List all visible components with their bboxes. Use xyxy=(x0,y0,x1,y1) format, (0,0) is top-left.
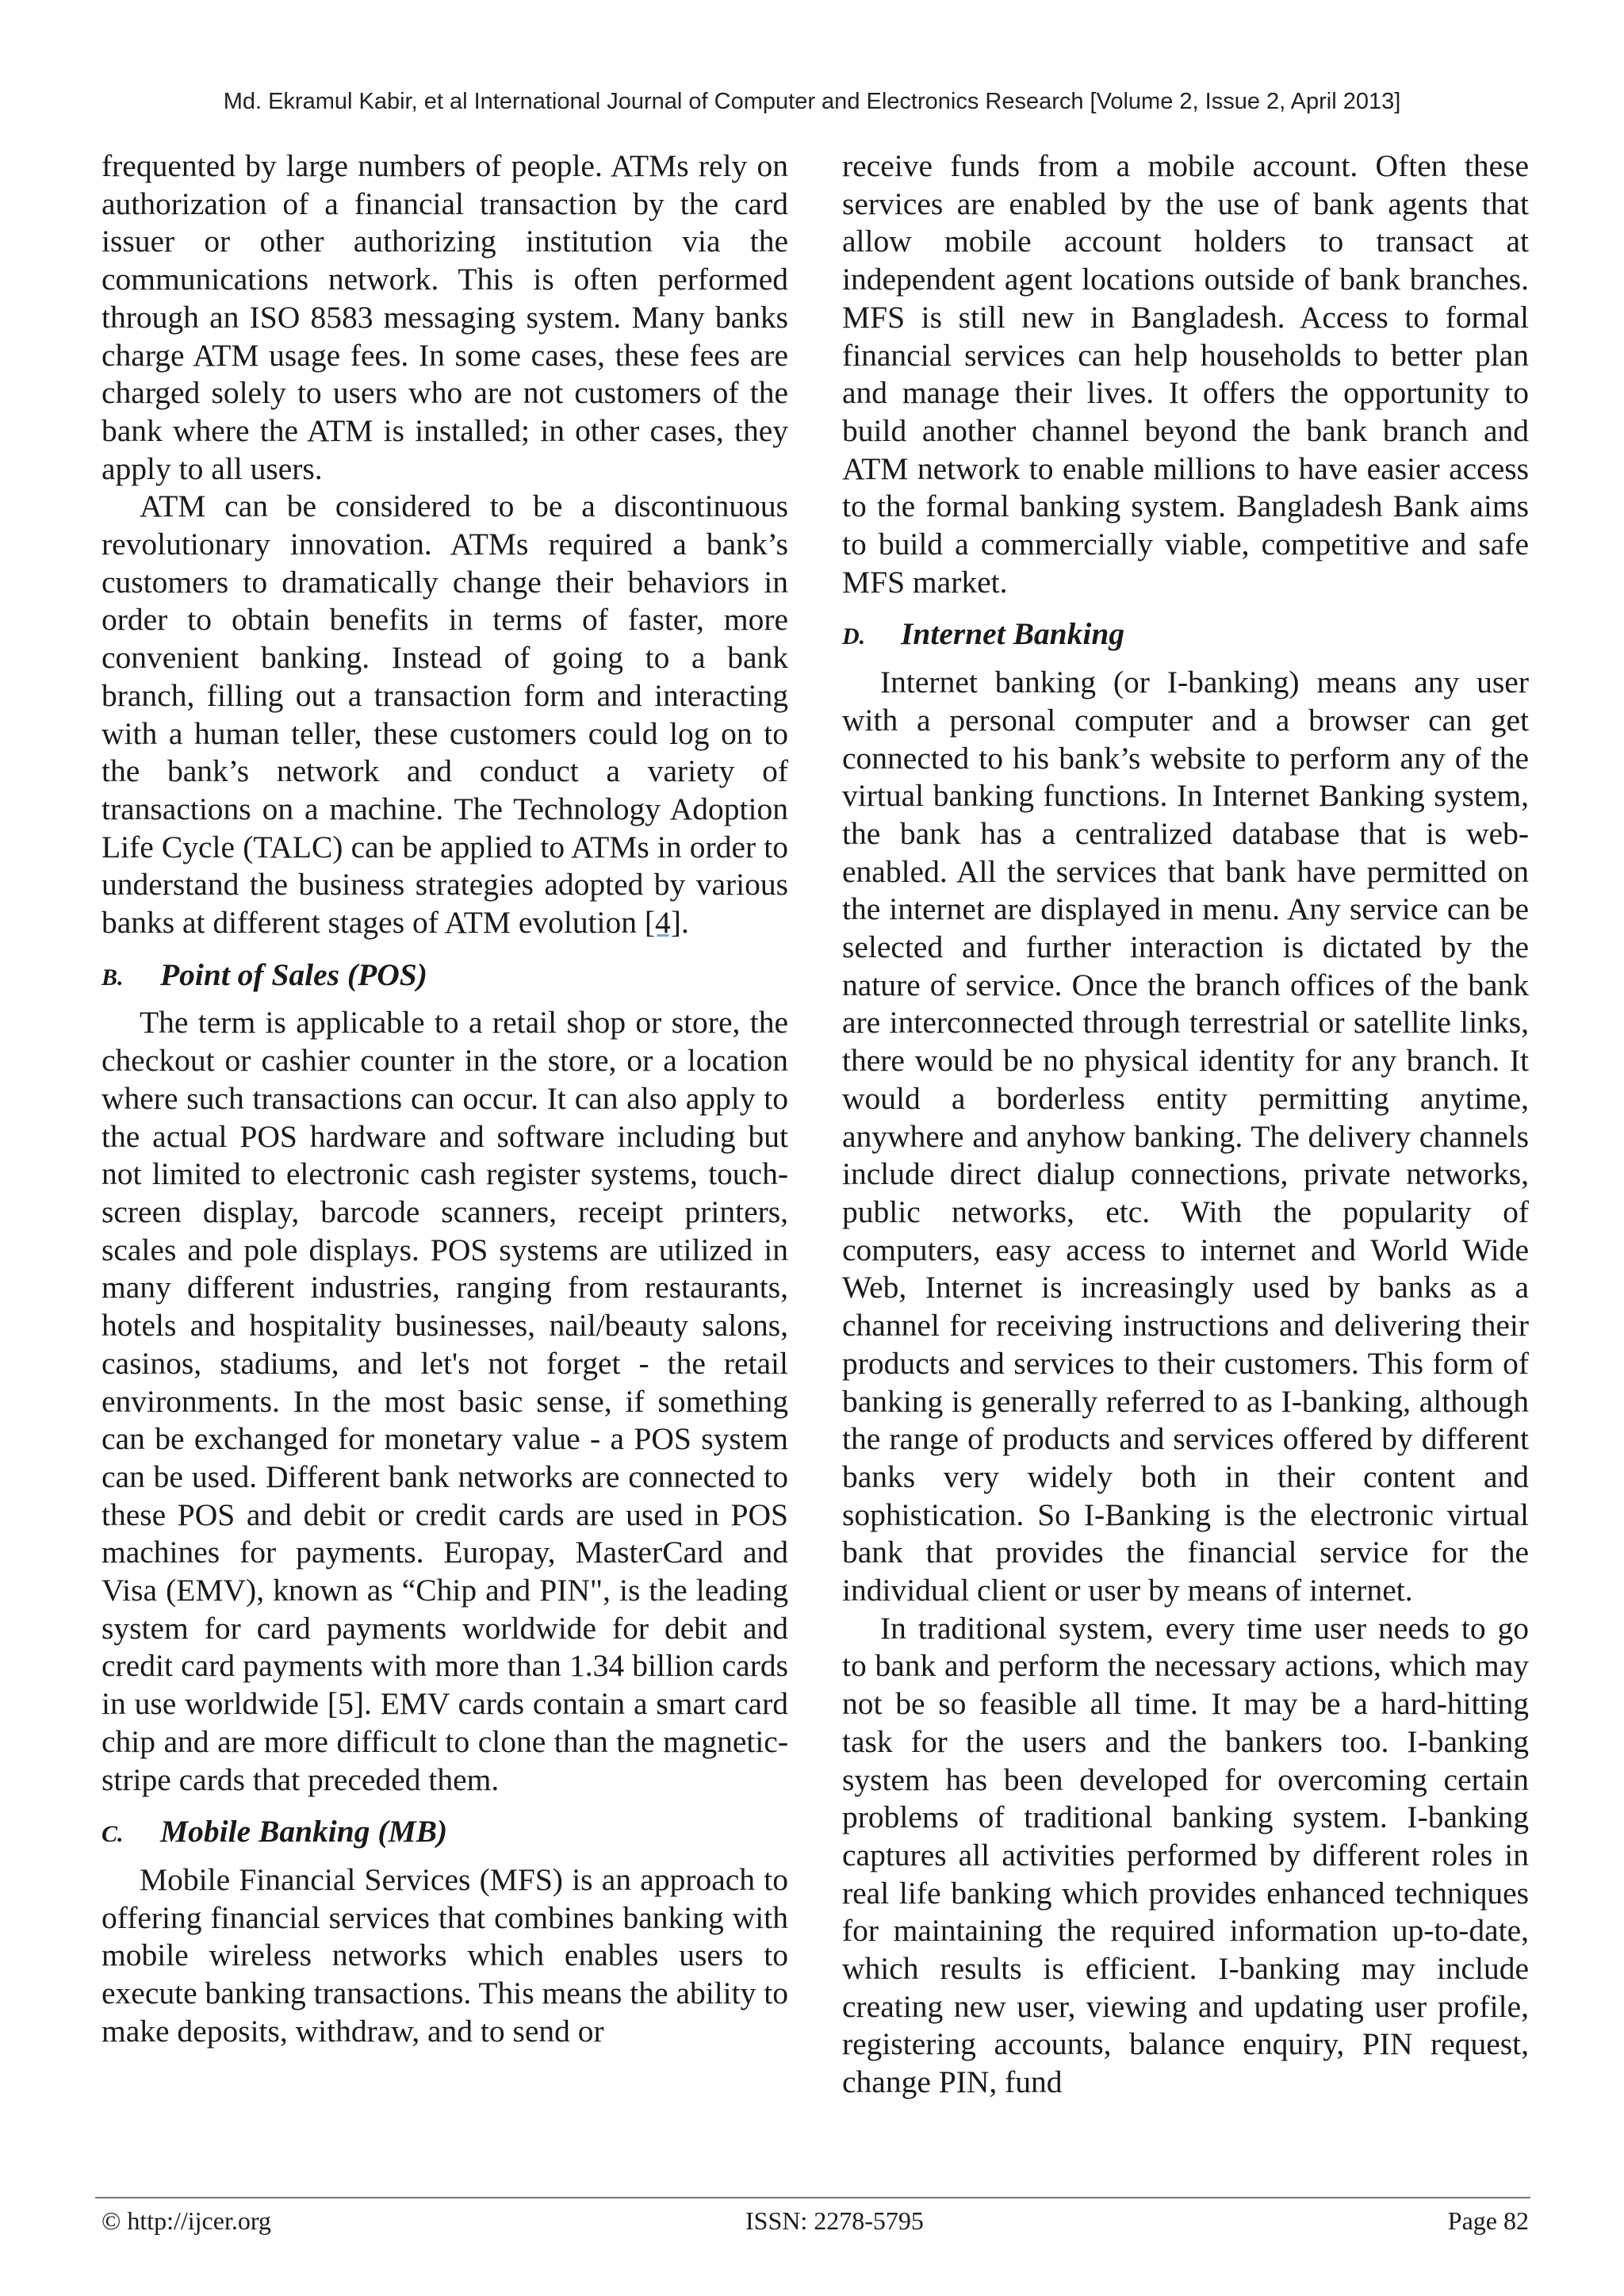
section-letter-b: B. xyxy=(102,964,124,991)
left-paragraph-2-end: . xyxy=(680,905,689,941)
left-paragraph-3: The term is applicable to a retail shop or store, the checkout or cashier counter in the store, or a location where such transactions can occur. It can also apply to the actual POS hardware and software including but not limited to electronic cash register systems, touch-screen display, barcode scanners, receipt printers, scales and pole displays. POS systems are utilized in many different industries, ranging from restaurants, hotels and hospitality businesses, nail/beauty salons, casinos, stadiums, and let's not forget - the retail environments. In the most basic sense, if something can be exchanged for monetary value - a POS system can be used. Different bank networks are connected to these POS and debit or credit cards are used in POS machines for payments. Europay, MasterCard and Visa (EMV), known as “Chip and PIN", is the leading system for card payments worldwide for debit and credit card payments with more than 1.34 billion cards in use worldwide [5]. EMV cards contain a smart card chip and are more difficult to clone than the magnetic-stripe cards that preceded them. xyxy=(102,1005,788,1797)
right-column xyxy=(842,148,1529,2102)
footer-divider xyxy=(95,2197,1530,2198)
right-paragraph-1: receive funds from a mobile account. Often these services are enabled by the use of bank agents that allow mobile account holders to transact at independent agent locations outside of bank branches. MFS is still new in Bangladesh. Access to formal financial services can help households to better plan and manage their lives. It offers the opportunity to build another channel beyond the bank branch and ATM network to enable millions to have easier access to the formal banking system. Bangladesh Bank aims to build a commercially viable, competitive and safe MFS market. xyxy=(842,148,1529,600)
section-heading-b xyxy=(102,956,788,997)
section-heading-c xyxy=(102,1813,788,1853)
footer-issn: ISSN: 2278-5795 xyxy=(745,2206,924,2235)
running-head: Md. Ekramul Kabir, et al International Journal of Computer and Electronics Research [Volume 2, Issue 2, April 2013] xyxy=(223,89,1401,114)
right-paragraph-3: In traditional system, every time user needs to go to bank and perform the necessary actions, which may not be so feasible all time. It may be a hard-hitting task for the users and the bankers too. I-banking system has been developed for overcoming certain problems of traditional banking system. I-banking captures all activities performed by different roles in real life banking which provides enhanced techniques for maintaining the required information up-to-date, which results is efficient. I-banking may include creating new user, viewing and updating user profile, registering accounts, balance enquiry, PIN request, change PIN, fund xyxy=(842,1610,1529,2100)
section-title-d: Internet Banking xyxy=(901,616,1125,652)
footer-page-number: Page 82 xyxy=(1447,2206,1529,2235)
section-letter-c: C. xyxy=(102,1821,124,1848)
left-paragraph-1: frequented by large numbers of people. ATMs rely on authorization of a financial transaction by the card issuer or other authorizing institution via the communications network. This is often performed through an ISO 8583 messaging system. Many banks charge ATM usage fees. In some cases, these fees are charged solely to users who are not customers of the bank where the ATM is installed; in other cases, they apply to all users. xyxy=(102,148,788,486)
section-heading-d xyxy=(842,615,1529,656)
section-title-c: Mobile Banking (MB) xyxy=(160,1814,448,1849)
left-column xyxy=(102,148,788,2050)
right-paragraph-2: Internet banking (or I-banking) means any user with a personal computer and a browser can get connected to his bank’s website to perform any of the virtual banking functions. In Internet Banking system, the bank has a centralized database that is web-enabled. All the services that bank have permitted on the internet are displayed in menu. Any service can be selected and further interaction is dictated by the nature of service. Once the branch offices of the bank are interconnected through terrestrial or satellite links, there would be no physical identity for any branch. It would a borderless entity permitting anytime, anywhere and anyhow banking. The delivery channels include direct dialup connections, private networks, public networks, etc. With the popularity of computers, easy access to internet and World Wide Web, Internet is increasingly used by banks as a channel for receiving instructions and delivering their products and services to their customers. This form of banking is generally referred to as I-banking, although the range of products and services offered by different banks very widely both in their content and sophistication. So I-Banking is the electronic virtual bank that provides the financial service for the individual client or user by means of internet. xyxy=(842,665,1529,1608)
section-title-b: Point of Sales (POS) xyxy=(160,956,427,992)
left-paragraph-4: Mobile Financial Services (MFS) is an approach to offering financial services that combines banking with mobile wireless networks which enables users to execute banking transactions. This means the ability to make deposits, withdraw, and to send or xyxy=(102,1861,788,2049)
section-letter-d: D. xyxy=(842,623,866,650)
footer-website-link[interactable]: © http://ijcer.org xyxy=(102,2206,271,2235)
left-paragraph-2-text: ATM can be considered to be a discontinuous revolutionary innovation. ATMs required a bank’s customers to dramatically change their behaviors in order to obtain benefits in terms of faster, more convenient banking. Instead of going to a bank branch, filling out a transaction form and interacting with a human teller, these customers could log on to the bank’s network and conduct a variety of transactions on a machine. The Technology Adoption Life Cycle (TALC) can be applied to ATMs in order to understand the business strategies adopted by various banks at different stages of ATM evolution xyxy=(102,489,788,941)
citation-link-4[interactable]: [4] xyxy=(644,905,681,941)
left-paragraph-2 xyxy=(102,488,788,941)
